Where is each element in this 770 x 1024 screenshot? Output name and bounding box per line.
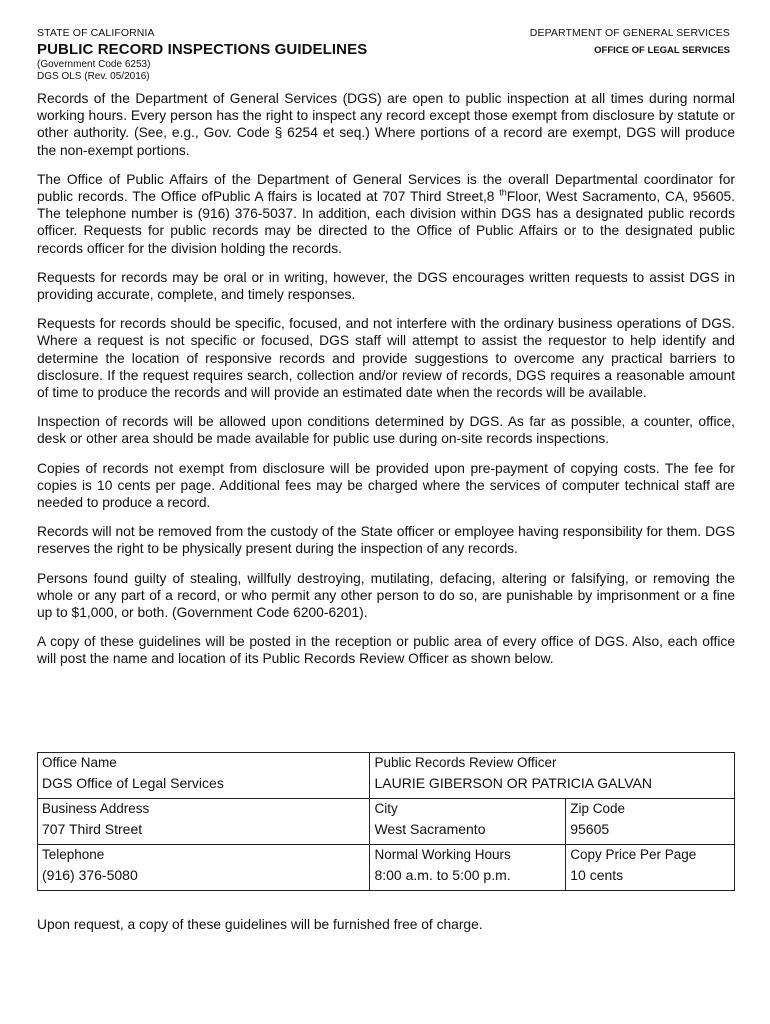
paragraph-2-sup: th: [499, 187, 507, 198]
state-label: STATE OF CALIFORNIA: [37, 27, 155, 39]
address-label: Business Address: [42, 801, 150, 816]
office-name-label: Office Name: [42, 755, 117, 770]
zip-value: 95605: [570, 821, 610, 837]
hours-label: Normal Working Hours: [374, 847, 511, 862]
address-cell: [38, 799, 370, 845]
page-title: PUBLIC RECORD INSPECTIONS GUIDELINES: [37, 41, 368, 58]
officer-value: LAURIE GIBERSON OR PATRICIA GALVAN: [374, 775, 652, 791]
paragraph-4: Requests for records should be specific, focused, and not interfere with the ordinary business operations of DGS. Where a request is not specific or focused, DGS staff will attempt to assist the requestor to help identify and determine the location of responsive records and provide suggestions to overcome any practical barriers to disclosure. If the request requires search, collection and/or review of records, DGS requires a reasonable amount of time to produce the records and will provide an estimated date when the records will be available.: [37, 316, 735, 401]
zip-label: Zip Code: [570, 801, 626, 816]
phone-value: (916) 376-5080: [42, 867, 138, 883]
office-name-cell: [38, 753, 370, 799]
table-row: [38, 845, 735, 891]
paragraph-9: A copy of these guidelines will be posted in the reception or public area of every office of DGS. Also, each office will post the name and location of its Public Records Review Officer as shown below.: [37, 634, 735, 667]
guidelines-body: [37, 90, 735, 680]
form-id: DGS OLS (Rev. 05/2016): [37, 71, 150, 82]
footer-note: Upon request, a copy of these guidelines will be furnished free of charge.: [37, 917, 483, 932]
paragraph-2: [37, 171, 735, 257]
hours-cell: [370, 845, 566, 891]
header-left: [37, 27, 457, 83]
price-label: Copy Price Per Page: [570, 847, 697, 862]
paragraph-5: Inspection of records will be allowed upon conditions determined by DGS. As far as possible, a counter, office, desk or other area should be made available for public use during on-site records inspections.: [37, 414, 735, 447]
city-cell: [370, 799, 566, 845]
department-label: DEPARTMENT OF GENERAL SERVICES: [529, 27, 730, 39]
phone-cell: [38, 845, 370, 891]
paragraph-2-part-a: The Office of Public Affairs of the Department of General Services is the overall Departmental coordinator for public records. The Office ofPublic A ffairs is located at 707 Third Street,8: [37, 171, 735, 205]
office-name-value: DGS Office of Legal Services: [42, 775, 224, 791]
paragraph-6: Copies of records not exempt from disclosure will be provided upon pre-payment of copying costs. The fee for copies is 10 cents per page. Additional fees may be charged where the services of computer technical staff are needed to produce a record.: [37, 460, 735, 511]
zip-cell: [566, 799, 735, 845]
gov-code: (Government Code 6253): [37, 59, 151, 70]
address-value: 707 Third Street: [42, 821, 143, 837]
paragraph-3: Requests for records may be oral or in writing, however, the DGS encourages written requests to assist DGS in providing accurate, complete, and timely responses.: [37, 269, 735, 303]
table-row: [38, 753, 735, 799]
officer-cell: [370, 753, 735, 799]
price-cell: [566, 845, 735, 891]
paragraph-1: Records of the Department of General Services (DGS) are open to public inspection at all times during normal working hours. Every person has the right to inspect any record except those exempt from disclosure by statute or other authority. (See, e.g., Gov. Code § 6254 et seq.) Where portions of a record are exempt, DGS will produce the non-exempt portions.: [37, 91, 735, 158]
hours-value: 8:00 a.m. to 5:00 p.m.: [374, 867, 511, 883]
phone-label: Telephone: [42, 847, 105, 862]
table-row: [38, 799, 735, 845]
city-value: West Sacramento: [374, 821, 486, 837]
price-value: 10 cents: [570, 867, 624, 883]
paragraph-8: Persons found guilty of stealing, willfully destroying, mutilating, defacing, altering or falsifying, or removing the whole or any part of a record, or who permit any other person to do so, are punishable by imprisonment or a fine up to $1,000, or both. (Government Code 6200-6201).: [37, 570, 735, 621]
paragraph-7: Records will not be removed from the custody of the State officer or employee having responsibility for them. DGS reserves the right to be physically present during the inspection of any records.: [37, 524, 735, 557]
officer-label: Public Records Review Officer: [374, 755, 557, 770]
header-right: [410, 27, 730, 57]
city-label: City: [374, 801, 398, 816]
records-officer-table: [37, 752, 735, 891]
office-label: OFFICE OF LEGAL SERVICES: [594, 45, 730, 56]
paragraph-2-part-b: Floor, West Sacramento, CA, 95605. The telephone number is (916) 376-5037. In addition, each division within DGS has a designated public records officer. Requests for public records may be directed to the Office of Public Affairs or to the designated public records officer for the division holding the records.: [37, 189, 736, 256]
